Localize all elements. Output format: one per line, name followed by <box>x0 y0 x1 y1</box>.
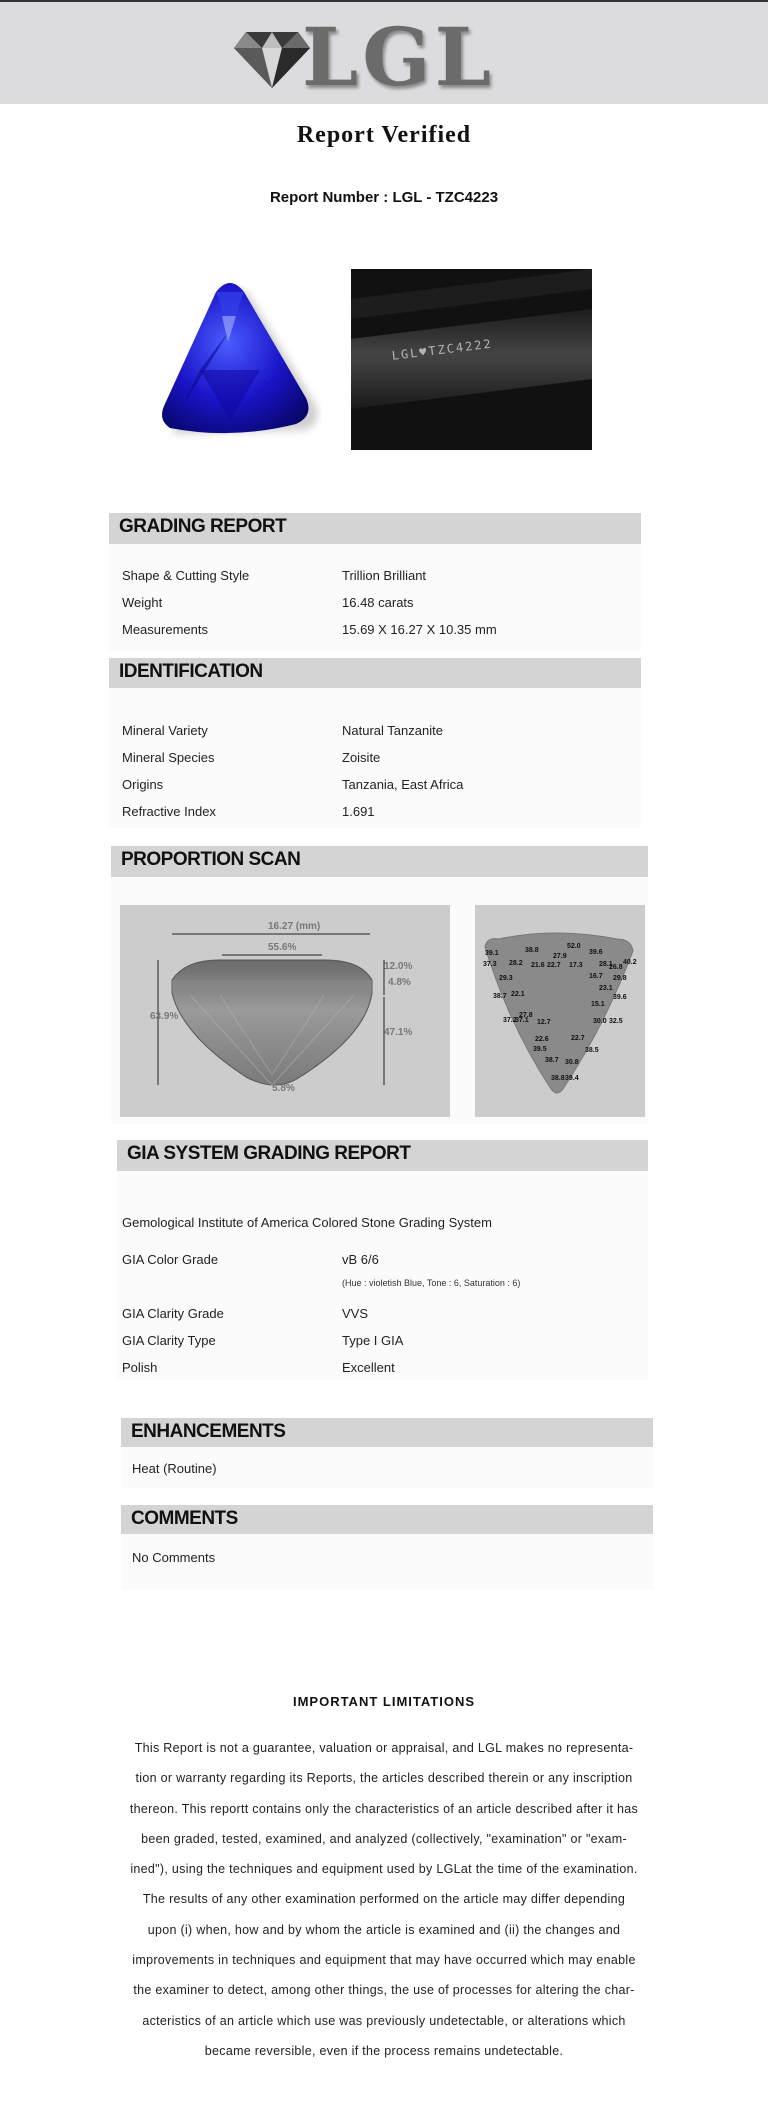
limitations-line: been graded, tested, examined, and analyzed (collectively, "examination" or "exam- <box>141 1831 627 1846</box>
gia-clarity-type-value: Type I GIA <box>342 1333 404 1348</box>
top-view-value: 22.7 <box>571 1035 585 1042</box>
limitations-line: the examiner to detect, among other things, the use of processes for altering the char- <box>133 1983 635 1998</box>
comments-text: No Comments <box>132 1550 216 1565</box>
limitations-line: This Report is not a guarantee, valuation or appraisal, and LGL makes no representa- <box>134 1741 634 1755</box>
side-table-pct: 55.6% <box>268 942 297 953</box>
origins-label: Origins <box>122 777 164 792</box>
top-view-value: 12.7 <box>537 1019 551 1026</box>
top-view-value: 26.8 <box>609 964 623 971</box>
top-view-value: 22.1 <box>511 991 525 998</box>
top-view-value: 32.5 <box>609 1018 623 1025</box>
inscription-photo <box>351 269 592 450</box>
top-view-value: 28.1 <box>599 961 613 968</box>
weight-label: Weight <box>122 595 163 610</box>
mineral-species-value: Zoisite <box>342 750 381 765</box>
limitations-line: became reversible, even if the process remains undetectable. <box>204 2043 564 2058</box>
gia-clarity-grade-label: GIA Clarity Grade <box>122 1306 224 1321</box>
limitations-line: The results of any other examination performed on the article may differ depending <box>142 1892 626 1907</box>
top-view-value: 39.5 <box>533 1046 547 1053</box>
side-pavilion-pct: 47.1% <box>384 1027 413 1038</box>
side-width-label: 16.27 (mm) <box>268 921 321 932</box>
top-view-value: 29.3 <box>499 975 513 982</box>
top-view-value: 23.1 <box>599 985 613 992</box>
inscription-text: LGL♥TZC4222 <box>391 336 494 363</box>
top-view-values <box>475 905 645 1117</box>
mineral-variety-label: Mineral Variety <box>122 723 208 738</box>
report-number: Report Number : LGL - TZC4223 <box>269 189 499 206</box>
gia-clarity-type-label: GIA Clarity Type <box>122 1333 216 1348</box>
weight-value: 16.48 carats <box>342 595 414 610</box>
top-view-value: 15.1 <box>591 1001 605 1008</box>
limitations-line: ined"), using the techniques and equipment used by LGLat the time of the examination. <box>130 1862 638 1877</box>
gia-color-note: (Hue : violetish Blue, Tone : 6, Saturation : 6) <box>342 1278 521 1288</box>
top-view-value: 39.6 <box>613 994 627 1001</box>
top-view-value: 52.0 <box>567 943 581 950</box>
limitations-text <box>112 1733 656 2066</box>
top-view-value: 21.6 <box>531 962 545 969</box>
polish-value: Excellent <box>342 1360 395 1375</box>
top-view-value: 17.3 <box>569 962 583 969</box>
proportion-scan-header <box>111 846 648 877</box>
limitations-title: IMPORTANT LIMITATIONS <box>292 1694 476 1709</box>
top-view-value: 37.2 <box>503 1017 517 1024</box>
top-view-value: 39.6 <box>589 949 603 956</box>
top-view-value: 30.8 <box>565 1059 579 1066</box>
page-title: Report Verified <box>296 122 472 148</box>
origins-value: Tanzania, East Africa <box>342 777 464 792</box>
top-view-value: 27.8 <box>519 1012 533 1019</box>
side-culet-pct: 5.8% <box>272 1083 295 1094</box>
top-view-value: 39.4 <box>565 1075 579 1082</box>
limitations-line: improvements in techniques and equipment that may have occurred which may enable <box>132 1953 636 1968</box>
enhancements-header <box>121 1418 653 1447</box>
top-view-value: 37.1 <box>515 1017 529 1024</box>
top-view-value: 27.9 <box>553 953 567 960</box>
header-banner <box>0 2 768 104</box>
top-view-diagram <box>475 905 645 1117</box>
top-view-value: 38.8 <box>551 1075 565 1082</box>
side-girdle-pct: 4.8% <box>388 977 411 988</box>
gia-intro: Gemological Institute of America Colored Stone Grading System <box>122 1215 492 1230</box>
top-view-value: 39.1 <box>485 950 499 957</box>
identification-header <box>109 658 641 688</box>
top-view-value: 38.7 <box>545 1057 559 1064</box>
diamond-icon <box>232 22 312 92</box>
enhancements-heading: ENHANCEMENTS <box>131 1421 286 1442</box>
top-view-value: 38.5 <box>585 1047 599 1054</box>
measurements-value: 15.69 X 16.27 X 10.35 mm <box>342 622 497 637</box>
side-crown-pct: 12.0% <box>384 961 413 972</box>
enhancements-text: Heat (Routine) <box>132 1461 217 1476</box>
top-view-value: 40.2 <box>623 959 637 966</box>
gia-color-label: GIA Color Grade <box>122 1252 219 1267</box>
top-view-value: 22.7 <box>547 962 561 969</box>
refractive-index-value: 1.691 <box>342 804 375 819</box>
grading-report-heading: GRADING REPORT <box>119 516 287 537</box>
gia-header <box>117 1140 648 1171</box>
polish-label: Polish <box>122 1360 158 1375</box>
limitations-line: tion or warranty regarding its Reports, the articles described therein or any inscription <box>135 1771 633 1786</box>
limitations-line: upon (i) when, how and by whom the article is examined and (ii) the changes and <box>147 1922 621 1937</box>
top-view-value: 38.7 <box>493 993 507 1000</box>
mineral-species-label: Mineral Species <box>122 750 215 765</box>
side-depth-pct: 63.9% <box>150 1011 179 1022</box>
limitations-line: thereon. This reportt contains only the characteristics of an article described after it has <box>129 1801 639 1816</box>
top-view-value: 16.7 <box>589 973 603 980</box>
side-profile-diagram <box>120 905 450 1117</box>
top-view-value: 37.3 <box>483 961 497 968</box>
top-view-value: 29.8 <box>613 975 627 982</box>
lgl-logo[interactable] <box>232 10 495 104</box>
refractive-index-label: Refractive Index <box>122 804 216 819</box>
identification-heading: IDENTIFICATION <box>119 661 263 682</box>
gia-heading: GIA SYSTEM GRADING REPORT <box>127 1143 411 1164</box>
top-view-value: 28.2 <box>509 960 523 967</box>
limitations-line: acteristics of an article which use was previously undetectable, or alterations which <box>142 2013 626 2028</box>
top-view-value: 22.6 <box>535 1036 549 1043</box>
shape-label: Shape & Cutting Style <box>122 568 250 583</box>
mineral-variety-value: Natural Tanzanite <box>342 723 443 738</box>
top-view-value: 30.0 <box>593 1018 607 1025</box>
gem-photo <box>140 270 322 450</box>
gia-clarity-grade-value: VVS <box>342 1306 369 1321</box>
measurements-label: Measurements <box>122 622 208 637</box>
top-view-value: 38.8 <box>525 947 539 954</box>
logo-text: LGL <box>302 10 495 104</box>
gia-color-value: vB 6/6 <box>342 1252 379 1267</box>
proportion-scan-heading: PROPORTION SCAN <box>121 849 301 870</box>
shape-value: Trillion Brilliant <box>342 568 427 583</box>
comments-header <box>121 1505 653 1534</box>
grading-report-header <box>109 513 641 544</box>
comments-heading: COMMENTS <box>131 1508 238 1529</box>
